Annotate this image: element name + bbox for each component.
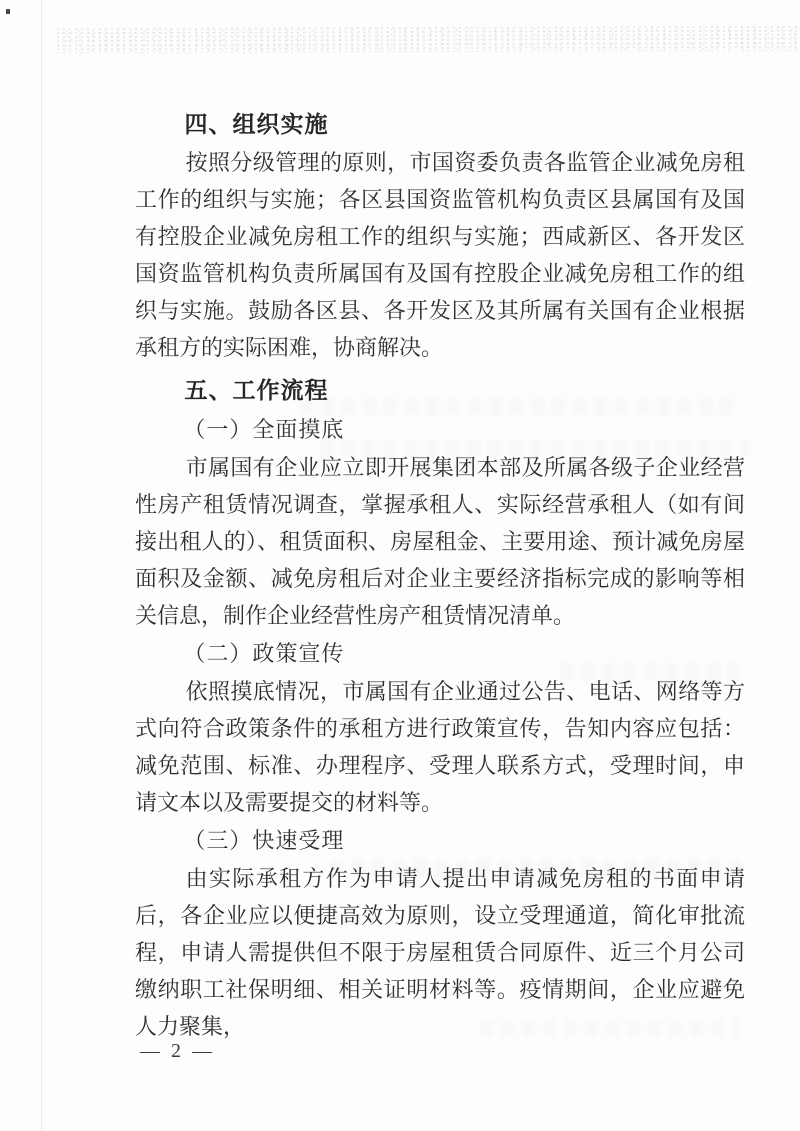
section-heading-organization-implementation: 四、组织实施 xyxy=(184,111,329,137)
document-body xyxy=(135,100,745,1045)
section-heading-work-process: 五、工作流程 xyxy=(184,377,329,403)
paragraph-comprehensive-survey: 市属国有企业应立即开展集团本部及所属各级子企业经营性房产租赁情况调查，掌握承租人、实际经营承租人（如有间接出租人的）、租赁面积、房屋租金、主要用途、预计减免房屋面积及金额、减免房租后对企业主要经济指标完成的影响等相关信息，制作企业经营性房产租赁情况清单。 xyxy=(135,455,745,628)
scan-corner-speck xyxy=(6,9,10,14)
subsection-heading-fast-acceptance: （三）快速受理 xyxy=(183,828,345,853)
subsection-heading-comprehensive-survey: （一）全面摸底 xyxy=(183,417,345,442)
subsection-heading-policy-publicity: （二）政策宣传 xyxy=(183,641,345,666)
paragraph-fast-acceptance: 由实际承租方作为申请人提出申请减免房租的书面申请后，各企业应以便捷高效为原则，设立受理通道，简化审批流程，申请人需提供但不限于房屋租赁合同原件、近三个月公司缴纳职工社保明细、相关证明材料等。疫情期间，企业应避免人力聚集， xyxy=(135,866,745,1039)
page-number: — 2 — xyxy=(140,1040,215,1062)
paragraph-organization-implementation: 按照分级管理的原则，市国资委负责各监管企业减免房租工作的组织与实施；各区县国资监管机构负责区县属国有及国有控股企业减免房租工作的组织与实施；西咸新区、各开发区国资监管机构负责所属国有及国有控股企业减免房租工作的组织与实施。鼓励各区县、各开发区及其所属有关国有企业根据承租方的实际困难，协商解决。 xyxy=(135,150,745,360)
scan-noise-band xyxy=(55,25,800,54)
scan-artifact-vertical-line xyxy=(41,0,42,1131)
paragraph-policy-publicity: 依照摸底情况，市属国有企业通过公告、电话、网络等方式向符合政策条件的承租方进行政策宣传，告知内容应包括：减免范围、标准、办理程序、受理人联系方式，受理时间，申请文本以及需要提交的材料等。 xyxy=(135,679,745,815)
